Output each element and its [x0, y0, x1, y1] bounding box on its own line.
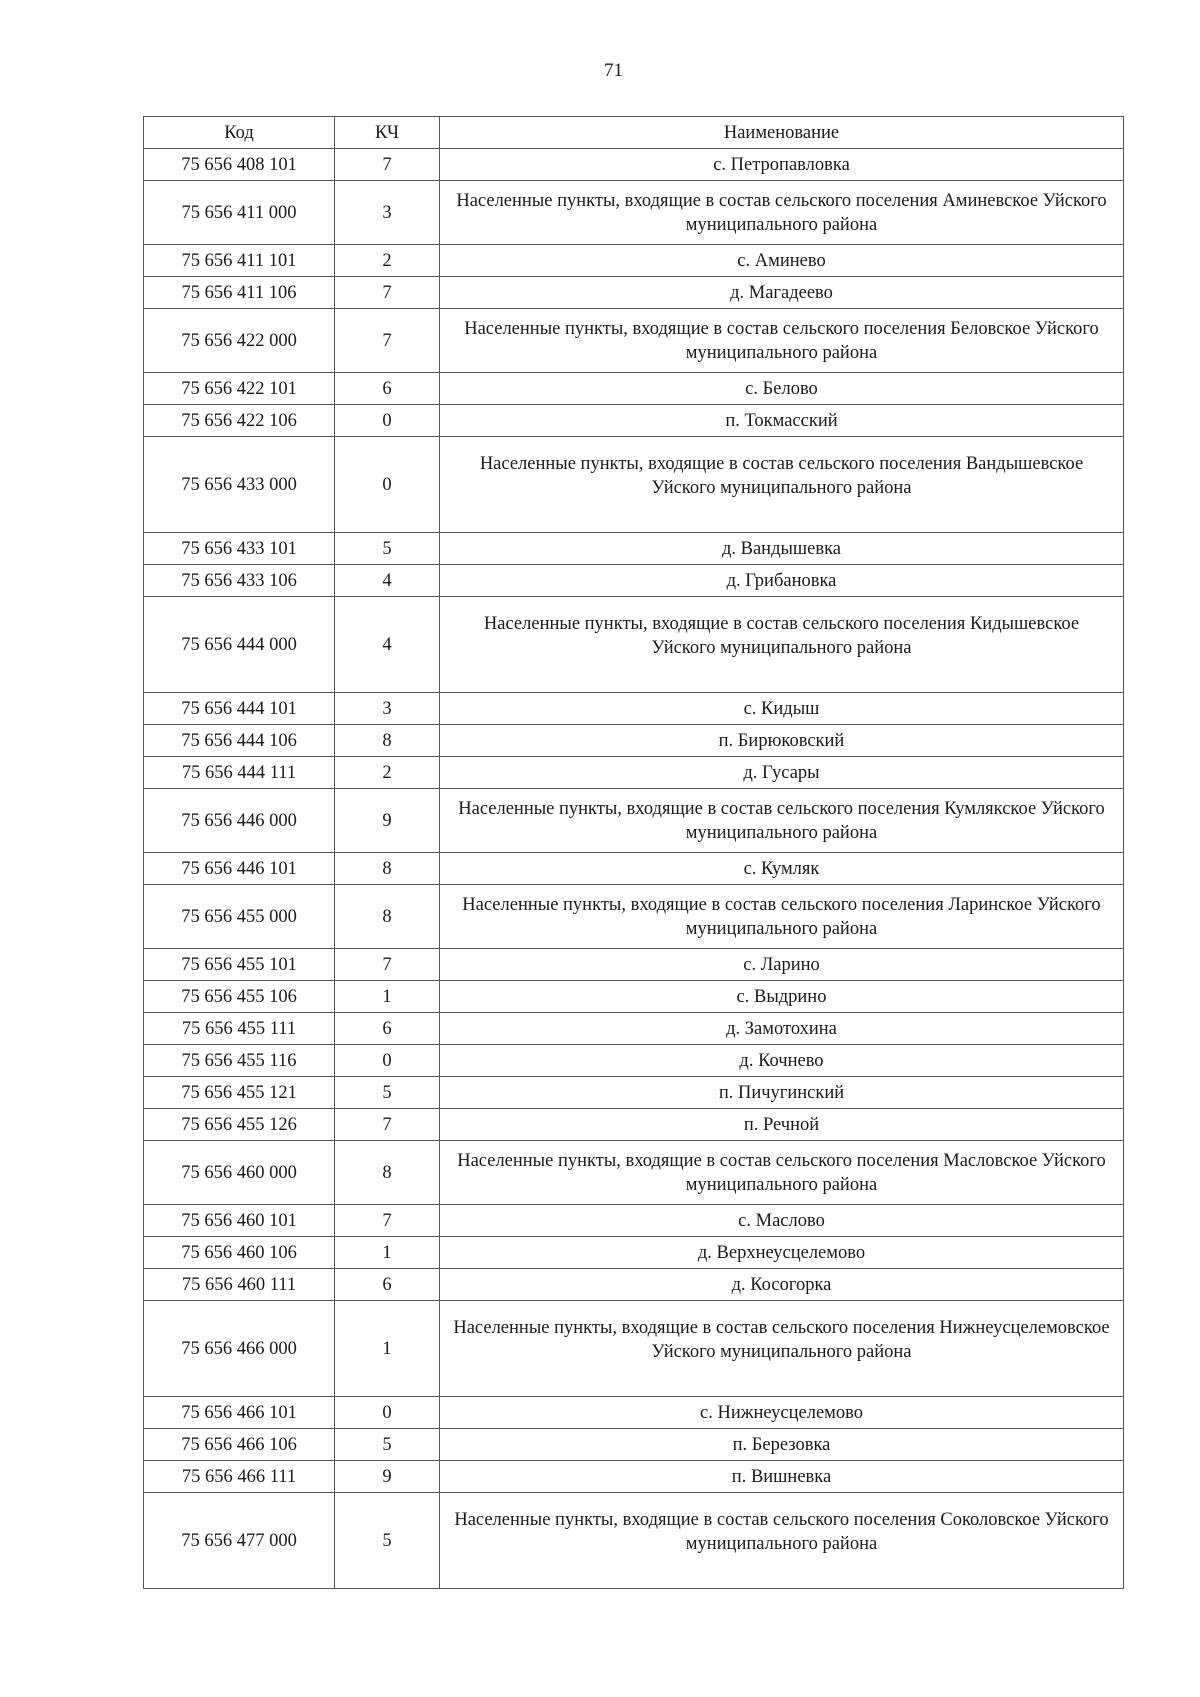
table-row — [144, 309, 1124, 373]
name-cell: д. Кочнево — [440, 1045, 1124, 1077]
code-cell: 75 656 411 101 — [144, 245, 335, 277]
table-header-row — [144, 117, 1124, 149]
name-cell: с. Ларино — [440, 949, 1124, 981]
code-cell: 75 656 433 101 — [144, 533, 335, 565]
name-cell: Населенные пункты, входящие в состав сельского поселения Масловское Уйского муниципального района — [440, 1141, 1124, 1205]
name-cell: Населенные пункты, входящие в состав сельского поселения Кидышевское Уйского муниципального района — [440, 597, 1124, 693]
name-cell: Населенные пункты, входящие в состав сельского поселения Ларинское Уйского муниципального района — [440, 885, 1124, 949]
kch-cell: 8 — [335, 725, 440, 757]
kch-cell: 4 — [335, 597, 440, 693]
table-row — [144, 1077, 1124, 1109]
table-row — [144, 1141, 1124, 1205]
code-cell: 75 656 455 111 — [144, 1013, 335, 1045]
code-cell: 75 656 433 000 — [144, 437, 335, 533]
code-cell: 75 656 460 111 — [144, 1269, 335, 1301]
table-body — [144, 149, 1124, 1589]
table-row — [144, 1461, 1124, 1493]
kch-cell: 8 — [335, 1141, 440, 1205]
table-row — [144, 789, 1124, 853]
name-cell: д. Косогорка — [440, 1269, 1124, 1301]
code-cell: 75 656 455 126 — [144, 1109, 335, 1141]
kch-cell: 7 — [335, 1109, 440, 1141]
code-cell: 75 656 446 101 — [144, 853, 335, 885]
code-cell: 75 656 446 000 — [144, 789, 335, 853]
name-cell: Населенные пункты, входящие в состав сельского поселения Нижнеусцелемовское Уйского муниципального района — [440, 1301, 1124, 1397]
table-row — [144, 1205, 1124, 1237]
name-cell: д. Вандышевка — [440, 533, 1124, 565]
table-row — [144, 565, 1124, 597]
table-row — [144, 1109, 1124, 1141]
kch-cell: 0 — [335, 405, 440, 437]
code-cell: 75 656 444 106 — [144, 725, 335, 757]
name-cell: с. Белово — [440, 373, 1124, 405]
code-cell: 75 656 455 121 — [144, 1077, 335, 1109]
code-cell: 75 656 444 111 — [144, 757, 335, 789]
code-cell: 75 656 455 116 — [144, 1045, 335, 1077]
name-cell: Населенные пункты, входящие в состав сельского поселения Кумлякское Уйского муниципального района — [440, 789, 1124, 853]
kch-cell: 6 — [335, 373, 440, 405]
table-row — [144, 405, 1124, 437]
kch-cell: 7 — [335, 277, 440, 309]
kch-cell: 3 — [335, 693, 440, 725]
name-cell: д. Магадеево — [440, 277, 1124, 309]
code-cell: 75 656 433 106 — [144, 565, 335, 597]
kch-cell: 7 — [335, 309, 440, 373]
code-cell: 75 656 460 106 — [144, 1237, 335, 1269]
table-row — [144, 757, 1124, 789]
table-row — [144, 597, 1124, 693]
table-row — [144, 853, 1124, 885]
code-cell: 75 656 422 101 — [144, 373, 335, 405]
header-code: Код — [144, 117, 335, 149]
kch-cell: 5 — [335, 1429, 440, 1461]
table-row — [144, 885, 1124, 949]
table-row — [144, 1301, 1124, 1397]
name-cell: Населенные пункты, входящие в состав сельского поселения Беловское Уйского муниципального района — [440, 309, 1124, 373]
table-row — [144, 1493, 1124, 1589]
table-row — [144, 1269, 1124, 1301]
table-row — [144, 373, 1124, 405]
kch-cell: 5 — [335, 533, 440, 565]
name-cell: п. Вишневка — [440, 1461, 1124, 1493]
kch-cell: 5 — [335, 1493, 440, 1589]
kch-cell: 5 — [335, 1077, 440, 1109]
kch-cell: 3 — [335, 181, 440, 245]
table-row — [144, 277, 1124, 309]
kch-cell: 0 — [335, 437, 440, 533]
table-row — [144, 1237, 1124, 1269]
table-row — [144, 693, 1124, 725]
header-name: Наименование — [440, 117, 1124, 149]
kch-cell: 4 — [335, 565, 440, 597]
code-cell: 75 656 422 106 — [144, 405, 335, 437]
name-cell: с. Кидыш — [440, 693, 1124, 725]
name-cell: с. Петропавловка — [440, 149, 1124, 181]
name-cell: с. Кумляк — [440, 853, 1124, 885]
kch-cell: 0 — [335, 1045, 440, 1077]
code-cell: 75 656 460 101 — [144, 1205, 335, 1237]
name-cell: п. Речной — [440, 1109, 1124, 1141]
code-cell: 75 656 466 101 — [144, 1397, 335, 1429]
table-row — [144, 1045, 1124, 1077]
name-cell: п. Токмасский — [440, 405, 1124, 437]
kch-cell: 0 — [335, 1397, 440, 1429]
name-cell: Населенные пункты, входящие в состав сельского поселения Аминевское Уйского муниципального района — [440, 181, 1124, 245]
kch-cell: 1 — [335, 1301, 440, 1397]
name-cell: п. Пичугинский — [440, 1077, 1124, 1109]
kch-cell: 7 — [335, 1205, 440, 1237]
table-row — [144, 181, 1124, 245]
table-row — [144, 149, 1124, 181]
kch-cell: 9 — [335, 1461, 440, 1493]
name-cell: Населенные пункты, входящие в состав сельского поселения Соколовское Уйского муниципального района — [440, 1493, 1124, 1589]
table-row — [144, 533, 1124, 565]
kch-cell: 7 — [335, 149, 440, 181]
name-cell: п. Березовка — [440, 1429, 1124, 1461]
table-row — [144, 1013, 1124, 1045]
name-cell: п. Бирюковский — [440, 725, 1124, 757]
header-kch: КЧ — [335, 117, 440, 149]
code-cell: 75 656 422 000 — [144, 309, 335, 373]
table-row — [144, 725, 1124, 757]
code-cell: 75 656 466 000 — [144, 1301, 335, 1397]
kch-cell: 6 — [335, 1269, 440, 1301]
table-row — [144, 1397, 1124, 1429]
code-cell: 75 656 411 000 — [144, 181, 335, 245]
kch-cell: 1 — [335, 981, 440, 1013]
code-cell: 75 656 466 106 — [144, 1429, 335, 1461]
name-cell: д. Верхнеусцелемово — [440, 1237, 1124, 1269]
code-cell: 75 656 408 101 — [144, 149, 335, 181]
table-row — [144, 245, 1124, 277]
name-cell: с. Нижнеусцелемово — [440, 1397, 1124, 1429]
name-cell: д. Замотохина — [440, 1013, 1124, 1045]
name-cell: с. Выдрино — [440, 981, 1124, 1013]
kch-cell: 6 — [335, 1013, 440, 1045]
code-cell: 75 656 444 101 — [144, 693, 335, 725]
name-cell: д. Гусары — [440, 757, 1124, 789]
kch-cell: 2 — [335, 757, 440, 789]
code-cell: 75 656 411 106 — [144, 277, 335, 309]
name-cell: с. Аминево — [440, 245, 1124, 277]
code-cell: 75 656 477 000 — [144, 1493, 335, 1589]
code-cell: 75 656 460 000 — [144, 1141, 335, 1205]
code-cell: 75 656 455 106 — [144, 981, 335, 1013]
table-row — [144, 981, 1124, 1013]
name-cell: д. Грибановка — [440, 565, 1124, 597]
kch-cell: 8 — [335, 853, 440, 885]
kch-cell: 1 — [335, 1237, 440, 1269]
kch-cell: 8 — [335, 885, 440, 949]
code-cell: 75 656 444 000 — [144, 597, 335, 693]
oktmo-table — [143, 116, 1124, 1589]
code-cell: 75 656 455 101 — [144, 949, 335, 981]
code-cell: 75 656 455 000 — [144, 885, 335, 949]
kch-cell: 2 — [335, 245, 440, 277]
table-row — [144, 949, 1124, 981]
kch-cell: 9 — [335, 789, 440, 853]
name-cell: Населенные пункты, входящие в состав сельского поселения Вандышевское Уйского муниципального района — [440, 437, 1124, 533]
name-cell: с. Маслово — [440, 1205, 1124, 1237]
kch-cell: 7 — [335, 949, 440, 981]
code-cell: 75 656 466 111 — [144, 1461, 335, 1493]
page-number: 71 — [604, 60, 623, 81]
table-row — [144, 437, 1124, 533]
table-row — [144, 1429, 1124, 1461]
